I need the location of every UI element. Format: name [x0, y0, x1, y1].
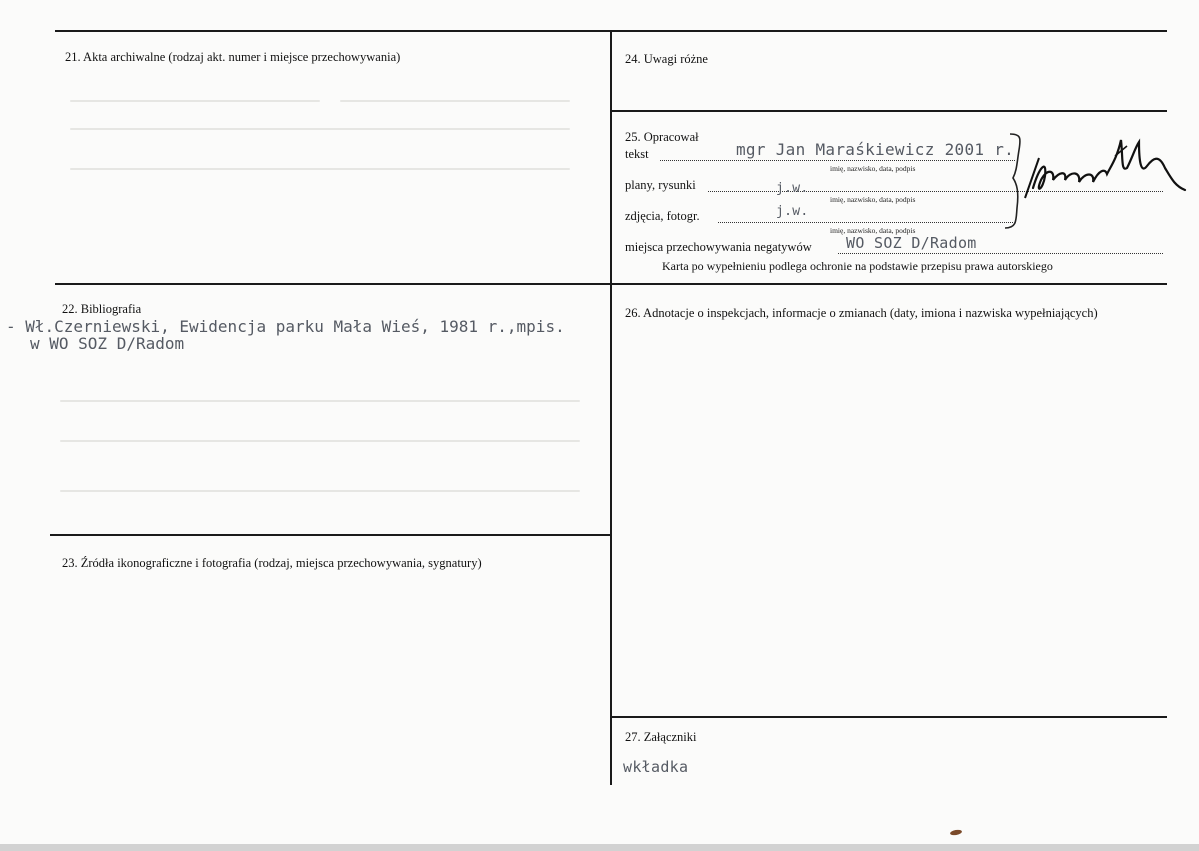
tekst-label: tekst [625, 147, 649, 161]
section-23-label: 23. Źródła ikonograficzne i fotografia (rodzaj, miejsca przechowywania, sygnatury) [62, 556, 482, 570]
zdjecia-dotted-line [718, 222, 1013, 223]
tekst-value: mgr Jan Maraśkiewicz 2001 r. [736, 140, 1015, 159]
bleed-through-line [340, 100, 570, 102]
divider-22-23 [50, 534, 611, 536]
negatywy-value: WO SOZ D/Radom [846, 234, 977, 252]
tekst-hint: imię, nazwisko, data, podpis [830, 164, 916, 173]
ink-stain [950, 829, 963, 836]
zdjecia-value: j.w. [776, 204, 809, 219]
attachments-value: wkładka [623, 758, 689, 776]
section-24-label: 24. Uwagi różne [625, 52, 708, 66]
divider-24-25 [611, 110, 1167, 112]
bibliography-entry-line2: w WO SOZ D/Radom [30, 334, 185, 353]
plany-hint: imię, nazwisko, data, podpis [830, 195, 916, 204]
scan-edge [0, 844, 1199, 851]
bleed-through-line [60, 490, 580, 492]
divider-26-27 [611, 716, 1167, 718]
section-26-label: 26. Adnotacje o inspekcjach, informacje o zmianach (daty, imiona i nazwiska wypełniających) [625, 306, 1098, 320]
tekst-dotted-line [660, 160, 1015, 161]
bleed-through-line [70, 168, 570, 170]
bleed-through-line [70, 128, 570, 130]
plany-label: plany, rysunki [625, 178, 696, 192]
section-25-label: 25. Opracował [625, 130, 699, 144]
bibliography-entry-line1: - Wł.Czerniewski, Ewidencja parku Mała Wieś, 1981 r.,mpis. [6, 317, 565, 336]
divider-row1-row2 [55, 283, 1167, 285]
zdjecia-hint: imię, nazwisko, data, podpis [830, 226, 916, 235]
bleed-through-line [70, 100, 320, 102]
negatywy-label: miejsca przechowywania negatywów [625, 240, 812, 254]
negatywy-dotted-line [838, 253, 1163, 254]
bleed-through-line [60, 440, 580, 442]
copyright-note: Karta po wypełnieniu podlega ochronie na podstawie przepisu prawa autorskiego [662, 259, 1053, 273]
section-22-label: 22. Bibliografia [62, 302, 142, 316]
plany-value: j.w. [776, 181, 809, 196]
center-divider [610, 30, 612, 785]
bleed-through-line [60, 400, 580, 402]
zdjecia-label: zdjęcia, fotogr. [625, 209, 700, 223]
section-27-label: 27. Załączniki [625, 730, 697, 744]
section-21-label: 21. Akta archiwalne (rodzaj akt. numer i miejsce przechowywania) [65, 50, 401, 64]
signature-image [995, 128, 1195, 238]
